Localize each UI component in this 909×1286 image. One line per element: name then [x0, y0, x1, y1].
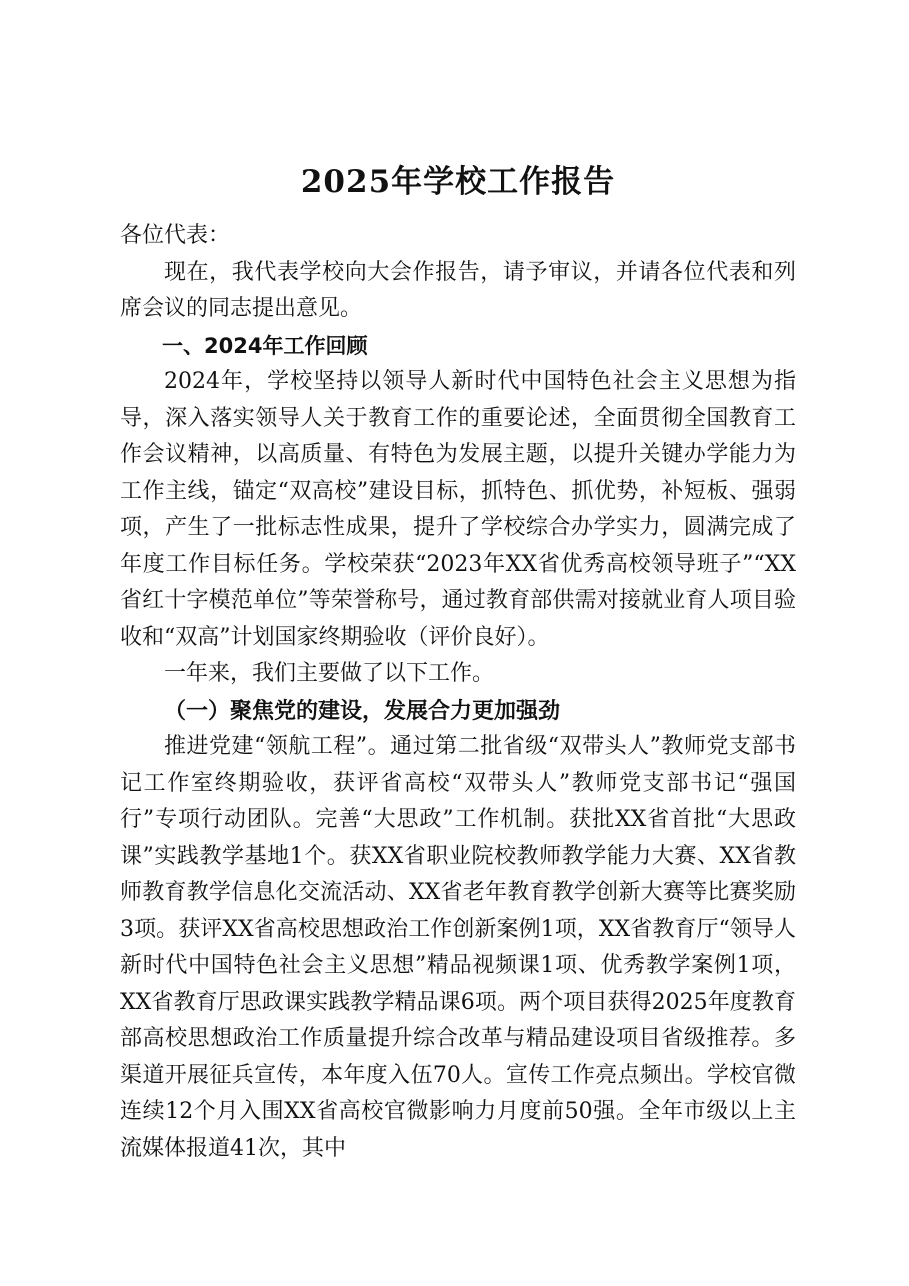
document-page — [120, 0, 796, 1286]
summary-paragraph: 一年来，我们主要做了以下工作。 — [164, 661, 495, 686]
section-heading: 一、2024年工作回顾 — [162, 333, 368, 358]
party-building-paragraph: 推进党建“领航工程”。通过第二批省级“双带头人”教师党支部书记工作室终期验收，获评省高校“双带头人”教师党支部书记“强国行”专项行动团队。完善“大思政”工作机制。获批XX省首批“大思政课”实践教学基地1个。获XX省职业院校教师教学能力大赛、XX省教师教育教学信息化交流活动、XX省老年教育教学创新大赛等比赛奖励3项。获评XX省高校思想政治工作创新案例1项，XX省教育厅“领导人新时代中国特色社会主义思想”精品视频课1项、优秀教学案例1项，XX省教育厅思政课实践教学精品课6项。两个项目获得2025年度教育部高校思想政治工作质量提升综合改革与精品建设项目省级推荐。多渠道开展征兵宣传，本年度入伍70人。宣传工作亮点频出。学校官微连续12个月入围XX省高校官微影响力月度前50强。全年市级以上主流媒体报道41次，其中 — [120, 734, 796, 1161]
salutation: 各位代表： — [120, 223, 231, 248]
subsection-heading: （一）聚焦党的建设，发展合力更加强劲 — [164, 697, 561, 724]
intro-paragraph: 现在，我代表学校向大会作报告，请予审议，并请各位代表和列席会议的同志提出意见。 — [120, 259, 796, 321]
review-paragraph: 2024年，学校坚持以领导人新时代中国特色社会主义思想为指导，深入落实领导人关于教育工作的重要论述，全面贯彻全国教育工作会议精神，以高质量、有特色为发展主题，以提升关键办学能力为工作主线，锚定“双高校”建设目标，抓特色、抓优势，补短板、强弱项，产生了一批标志性成果，提升了学校综合办学实力，圆满完成了年度工作目标任务。学校荣获“2023年XX省优秀高校领导班子”“XX省红十字模范单位”等荣誉称号，通过教育部供需对接就业育人项目验收和“双高”计划国家终期验收（评价良好）。 — [120, 369, 796, 650]
document-body — [120, 218, 796, 1167]
document-title: 2025年学校工作报告 — [300, 164, 616, 200]
